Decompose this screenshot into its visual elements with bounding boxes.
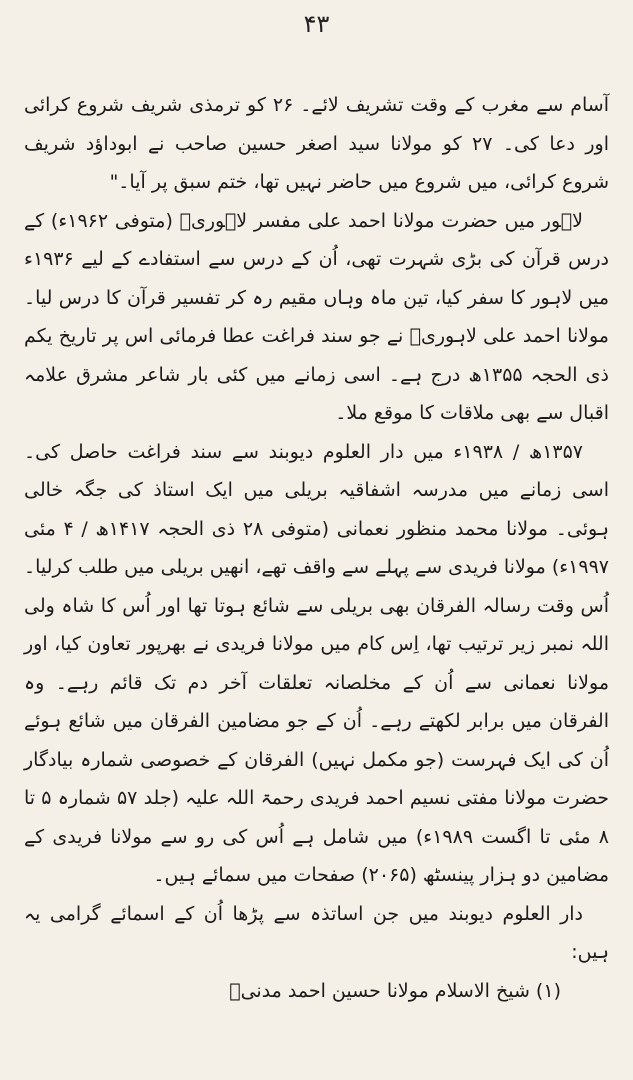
page-body (24, 86, 609, 1010)
paragraph-assam-arrival: آسام سے مغرب کے وقت تشریف لائے۔ ۲۶ کو ترمذی شریف شروع کرائی اور دعا کی۔ ۲۷ کو مولانا سید اصغر حسین صاحب نے ابوداؤد شریف شروع کرائی، میں شروع میں حاضر نہیں تھا، ختم سبق پر آیا۔" (24, 94, 609, 193)
page-number: ۴۳ (303, 10, 330, 38)
teacher-list-item: (۱) شیخ الاسلام مولانا حسین احمد مدنیؒ (229, 979, 561, 1002)
paragraph-teachers-intro: دار العلوم دیوبند میں جن اساتذہ سے پڑھا اُن کے اسمائے گرامی یہ ہیں: (24, 902, 609, 963)
paragraph-deoband-graduation: ۱۳۵۷ھ / ۱۹۳۸ء میں دار العلوم دیوبند سے سند فراغت حاصل کی۔ اسی زمانے میں مدرسہ اشفاقیہ بریلی میں ایک استاذ کی جگہ خالی ہوئی۔ مولانا محمد منظور نعمانی (متوفی ۲۸ ذی الحجہ ۱۴۱۷ھ / ۴ مئی ۱۹۹۷ء) مولانا فریدی سے پہلے سے واقف تھے، انھیں بریلی میں طلب کرلیا۔ اُس وقت رسالہ الفرقان بھی بریلی سے شائع ہوتا تھا اور اُس کا شاہ ولی اللہ نمبر زیر ترتیب تھا، اِس کام میں مولانا فریدی نے بھرپور تعاون کیا، اور مولانا نعمانی سے اُن کے مخلصانہ تعلقات آخر دم تک قائم رہے۔ وہ الفرقان میں برابر لکھتے رہے۔ اُن کے جو مضامین الفرقان میں شائع ہوئے اُن کی ایک فہرست (جو مکمل نہیں) الفرقان کے خصوصی شمارہ بیادگار حضرت مولانا مفتی نسیم احمد فریدی رحمۃ اللہ علیہ (جلد ۵۷ شمارہ ۵ تا ۸ مئی تا اگست ۱۹۸۹ء) میں شامل ہے اُس کی رو سے مولانا فریدی کے مضامین دو ہزار پینسٹھ (۲۰۶۵) صفحات میں سمائے ہیں۔ (24, 440, 609, 886)
paragraph-lahore-study: لاہور میں حضرت مولانا احمد علی مفسر لاہوریؒ (متوفی ۱۹۶۲ء) کے درس قرآن کی بڑی شہرت تھی، اُن کے درس سے استفادے کے لیے ۱۹۳۶ء میں لاہور کا سفر کیا، تین ماہ وہاں مقیم رہ کر تفسیر قرآن کا درس لیا۔ مولانا احمد علی لاہوریؒ نے جو سند فراغت عطا فرمائی اس پر تاریخ یکم ذی الحجہ ۱۳۵۵ھ درج ہے۔ اسی زمانے میں کئی بار شاعر مشرق علامہ اقبال سے بھی ملاقات کا موقع ملا۔ (24, 209, 609, 424)
